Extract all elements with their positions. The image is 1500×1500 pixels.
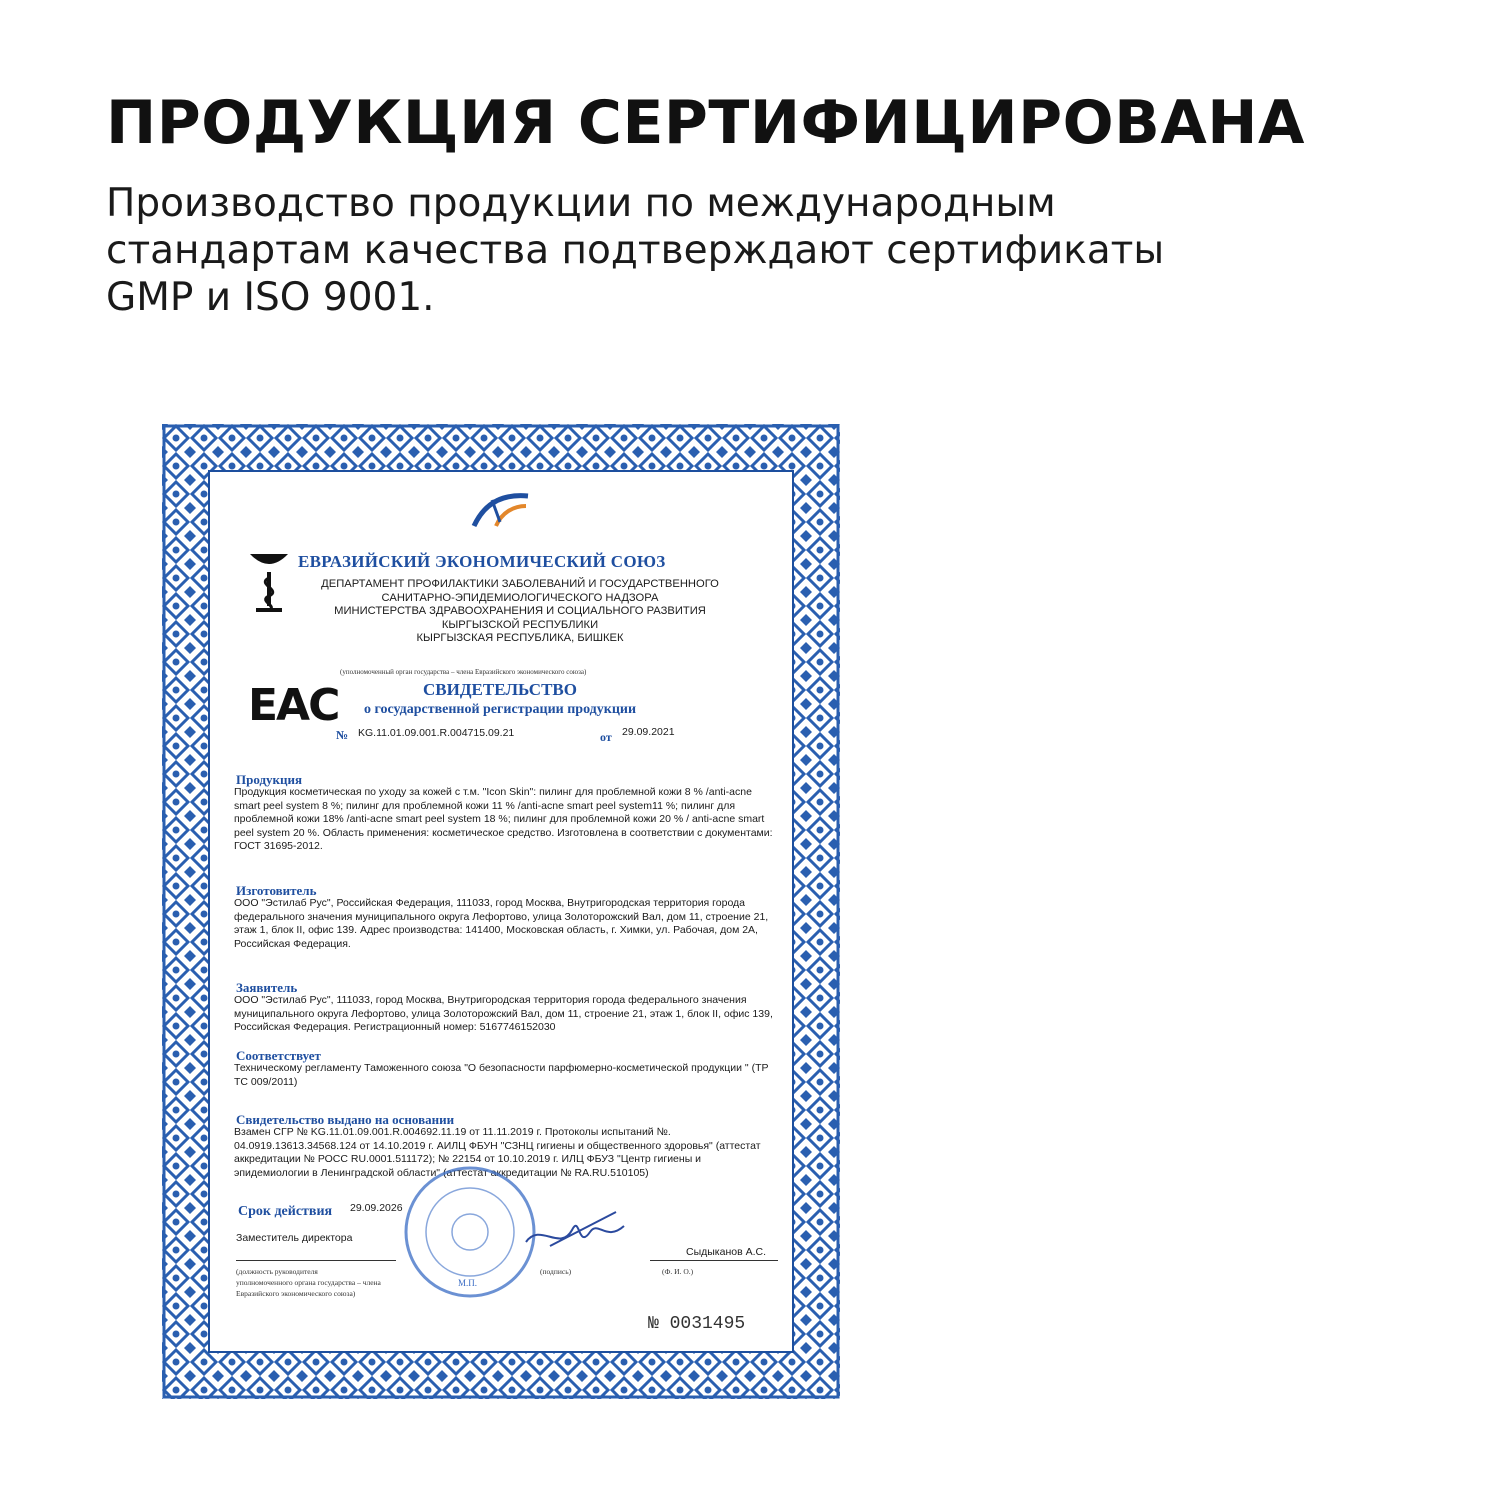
department-line: МИНИСТЕРСТВА ЗДРАВООХРАНЕНИЯ И СОЦИАЛЬНОГО РАЗВИТИЯ (334, 605, 706, 617)
department-line: ДЕПАРТАМЕНТ ПРОФИЛАКТИКИ ЗАБОЛЕВАНИЙ И ГОСУДАРСТВЕННОГО (321, 578, 719, 590)
applicant-text: ООО "Эстилаб Рус", 111033, город Москва, Внутригородская территория города федерального значения муниципального округа Лефортово, улица Золоторожский Вал, дом 11, строение 21, этаж 1, блок II, офис 139, Российская Федерация. Регистрационный номер: 5167746152030 (234, 994, 773, 1033)
authority-note: (уполномоченный орган государства – члена Евразийского экономического союза) (340, 668, 587, 676)
conformity-label: Соответствует (236, 1048, 321, 1063)
stamp-mark: М.П. (458, 1278, 478, 1288)
certificate-body (208, 470, 794, 1353)
product-label: Продукция (236, 772, 303, 787)
basis-text: Взамен СГР № KG.11.01.09.001.R.004692.11.19 от 11.11.2019 г. Протоколы испытаний №. 04.0919.13613.34568.124 от 14.10.2019 г. АИЛЦ ФБУН "СЗНЦ гигиены и общественного здоровья" (аттестат аккредитации № РОСС RU.0001.511172); № 22154 от 10.10.2019 г. ИЛЦ ФБУЗ "Центр гигиены и эпидемиологии в Ленинградской области" (аттестат аккредитации № RA.RU.510105) (234, 1126, 761, 1179)
product-text: Продукция косметическая по уходу за кожей с т.м. "Icon Skin": пилинг для проблемной кожи 8 % /anti-acne smart peel system 8 %; пилинг для проблемной кожи 11 % /anti-acne smart peel system11 %; пилинг для проблемной кожи 18% /anti-acne smart peel system 18 %; пилинг для проблемной кожи 20 % / anti-acne smart peel system 20 %. Область применения: косметическое средство. Изготовлена в соответствии с документами: ГОСТ 31695-2012. (234, 786, 773, 852)
document-subtitle: о государственной регистрации продукции (363, 702, 637, 717)
footer-position (236, 1266, 381, 1299)
form-number: № 0031495 (648, 1314, 746, 1334)
date-label: от (600, 730, 612, 744)
department-line: КЫРГЫЗСКАЯ РЕСПУБЛИКА, БИШКЕК (416, 632, 624, 644)
department-line: КЫРГЫЗСКОЙ РЕСПУБЛИКИ (441, 618, 599, 631)
signer-name: Сыдыканов А.С. (686, 1246, 767, 1258)
document-title: СВИДЕТЕЛЬСТВО (423, 680, 577, 699)
manufacturer-label: Изготовитель (236, 883, 317, 898)
applicant-label: Заявитель (236, 980, 298, 995)
footer-line: Евразийского экономического союза) (236, 1289, 356, 1298)
number-label: № (336, 728, 349, 742)
footer-line: уполномоченного органа государства – члена (236, 1278, 381, 1287)
union-name: ЕВРАЗИЙСКИЙ ЭКОНОМИЧЕСКИЙ СОЮЗ (298, 552, 666, 571)
page-title: ПРОДУКЦИЯ СЕРТИФИЦИРОВАНА (106, 88, 1305, 158)
footer-line: (должность руководителя (236, 1267, 318, 1276)
department-line: САНИТАРНО-ЭПИДЕМИОЛОГИЧЕСКОГО НАДЗОРА (381, 591, 659, 604)
department-block (280, 578, 760, 646)
footer-signature: (подпись) (540, 1267, 572, 1276)
conformity-text: Техническому регламенту Таможенного союза "О безопасности парфюмерно-косметической продукции " (ТР ТС 009/2011) (234, 1062, 769, 1088)
manufacturer-text: ООО "Эстилаб Рус", Российская Федерация, 111033, город Москва, Внутригородская территория города федерального значения муниципального округа Лефортово, улица Золоторожский Вал, дом 11, строение 21, этаж 1, блок II, офис 139. Адрес производства: 141400, Московская область, г. Химки, ул. Рабочая, дом 2А, Российская Федерация. (234, 897, 769, 950)
basis-label: Свидетельство выдано на основании (236, 1112, 455, 1127)
validity-label: Срок действия (238, 1204, 333, 1219)
page-subtitle: Производство продукции по международным стандартам качества подтверждают сертификаты GMP и ISO 9001. (106, 181, 1165, 320)
registration-date: 29.09.2021 (622, 726, 675, 738)
signature (520, 1202, 630, 1262)
certificate-image (162, 424, 840, 1399)
eac-mark: ЕАС (248, 680, 339, 731)
footer-fio: (Ф. И. О.) (662, 1267, 694, 1276)
registration-number: KG.11.01.09.001.R.004715.09.21 (358, 727, 515, 739)
eaeu-emblem (466, 490, 536, 530)
validity-date: 29.09.2026 (350, 1202, 403, 1214)
official-stamp (400, 1162, 540, 1302)
deputy-title: Заместитель директора (236, 1232, 353, 1244)
